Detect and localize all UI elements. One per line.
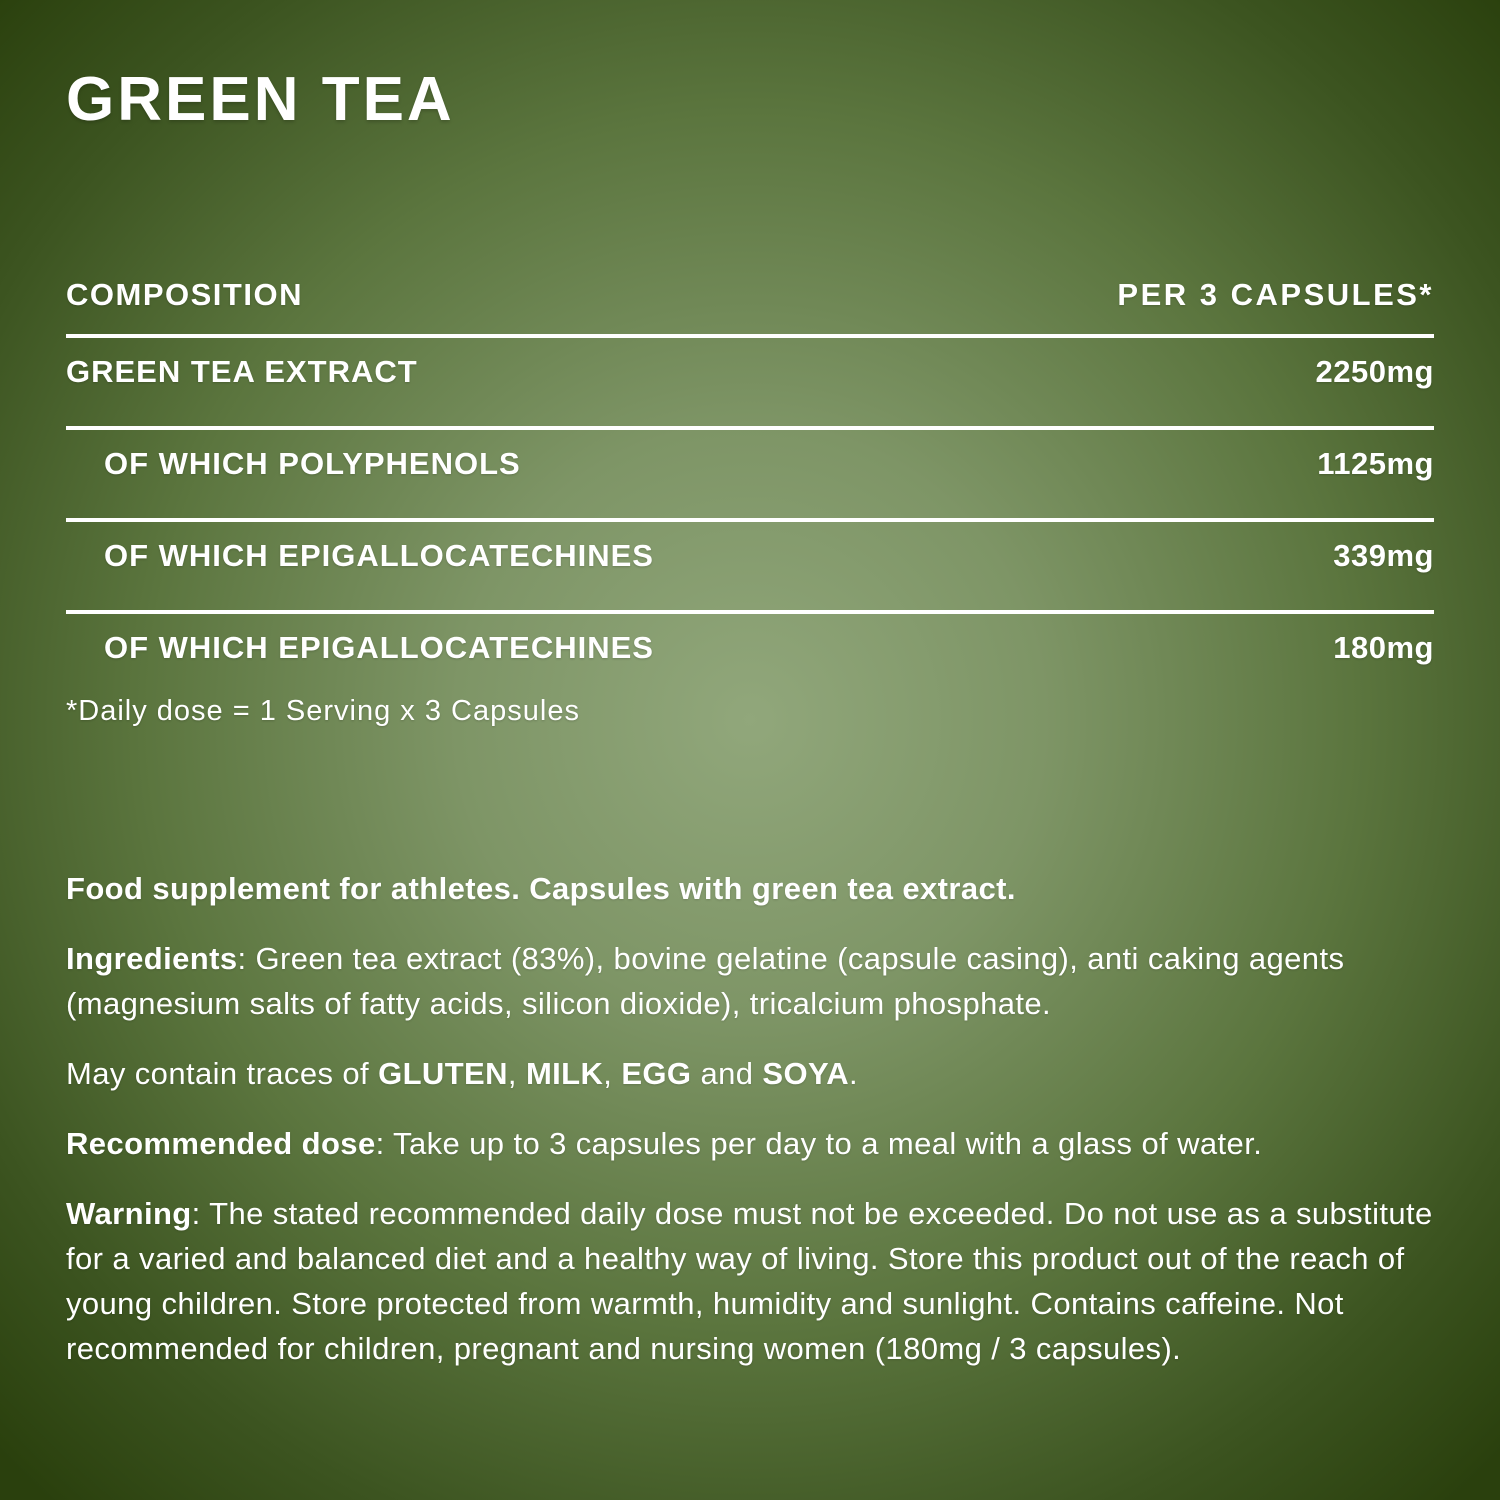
period: . <box>849 1056 859 1091</box>
summary-paragraph <box>66 866 1434 911</box>
ingredients-label: Ingredients <box>66 941 238 976</box>
separator: , <box>603 1056 622 1091</box>
table-header-row <box>66 277 1434 313</box>
ingredients-paragraph <box>66 936 1434 1026</box>
row-value: 180mg <box>1333 630 1434 665</box>
composition-table <box>66 277 1434 728</box>
row-value: 1125mg <box>1317 446 1434 481</box>
warning-text: : The stated recommended daily dose must not be exceeded. Do not use as a substitute for a varied and balanced diet and a healthy way of living. Store this product out of the reach of young children. Store protected from warmth, humidity and sunlight. Contains caffeine. Not recommended for children, pregnant and nursing women (180mg / 3 capsules). <box>66 1196 1433 1366</box>
row-label: GREEN TEA EXTRACT <box>66 354 418 389</box>
daily-dose-footnote: *Daily dose = 1 Serving x 3 Capsules <box>66 695 580 727</box>
warning-paragraph <box>66 1191 1434 1371</box>
column-header-per-capsules: PER 3 CAPSULES* <box>1117 277 1434 312</box>
table-row <box>66 430 1434 497</box>
allergen-soya: SOYA <box>762 1056 849 1091</box>
warning-label: Warning <box>66 1196 192 1231</box>
ingredients-text: : Green tea extract (83%), bovine gelatine (capsule casing), anti caking agents (magnesium salts of fatty acids, silicon dioxide), tricalcium phosphate. <box>66 941 1345 1021</box>
allergen-gluten: GLUTEN <box>378 1056 508 1091</box>
allergen-milk: MILK <box>525 1056 604 1091</box>
allergen-egg: EGG <box>621 1056 692 1091</box>
page-title: GREEN TEA <box>66 65 455 134</box>
allergens-prefix: May contain traces of <box>66 1056 379 1091</box>
table-row <box>66 338 1434 405</box>
table-row <box>66 614 1434 681</box>
separator: , <box>507 1056 526 1091</box>
info-paragraphs <box>66 866 1434 1371</box>
allergens-paragraph <box>66 1051 1434 1096</box>
row-value: 339mg <box>1333 538 1434 573</box>
separator-and: and <box>691 1056 763 1091</box>
row-label: OF WHICH POLYPHENOLS <box>104 446 521 481</box>
dose-paragraph <box>66 1121 1434 1166</box>
table-row <box>66 522 1434 589</box>
row-label: OF WHICH EPIGALLOCATECHINES <box>104 538 654 573</box>
dose-text: : Take up to 3 capsules per day to a meal with a glass of water. <box>375 1126 1263 1161</box>
dose-label: Recommended dose <box>66 1126 376 1161</box>
row-value: 2250mg <box>1315 354 1434 389</box>
row-label: OF WHICH EPIGALLOCATECHINES <box>104 630 654 665</box>
summary-text: Food supplement for athletes. Capsules with green tea extract. <box>66 871 1016 906</box>
column-header-composition: COMPOSITION <box>66 277 303 312</box>
